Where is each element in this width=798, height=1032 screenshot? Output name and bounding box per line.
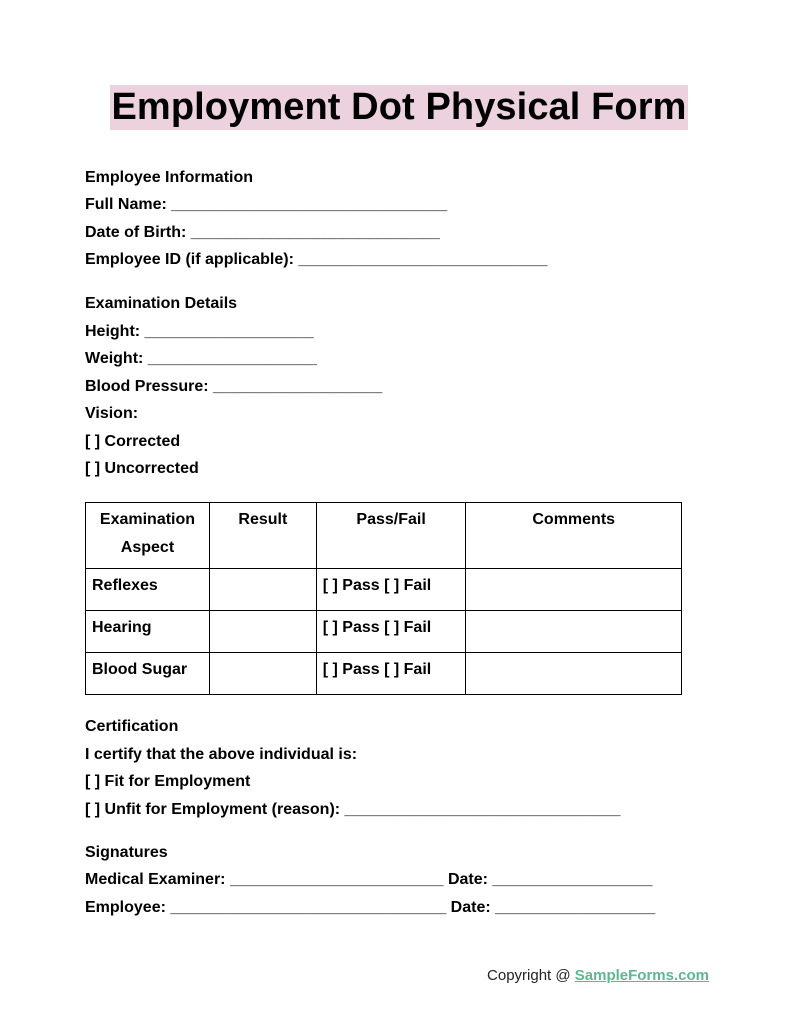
table-row	[86, 611, 682, 653]
employee-info-heading: Employee Information	[85, 169, 254, 186]
full-name-field[interactable]: Full Name: _______________________________	[85, 196, 448, 213]
row-aspect: Hearing	[86, 611, 210, 653]
vision-uncorrected-checkbox[interactable]: [ ] Uncorrected	[85, 460, 199, 477]
unfit-checkbox[interactable]: [ ] Unfit for Employment (reason): _______________________________	[85, 801, 621, 818]
copyright-footer	[487, 966, 709, 986]
header-result: Result	[209, 503, 316, 569]
vision-label: Vision:	[85, 405, 139, 422]
copyright-prefix: Copyright @	[487, 967, 575, 984]
page-title: Employment Dot Physical Form	[111, 86, 687, 128]
header-pass-fail: Pass/Fail	[316, 503, 466, 569]
header-comments: Comments	[466, 503, 682, 569]
table-row	[86, 569, 682, 611]
fit-checkbox[interactable]: [ ] Fit for Employment	[85, 773, 251, 790]
height-field[interactable]: Height: ___________________	[85, 323, 314, 340]
row-pass-fail[interactable]: [ ] Pass [ ] Fail	[316, 611, 466, 653]
row-result[interactable]	[209, 611, 316, 653]
row-pass-fail[interactable]: [ ] Pass [ ] Fail	[316, 653, 466, 695]
employee-signature-field[interactable]: Employee: _______________________________ Date: __________________	[85, 899, 656, 916]
row-comments[interactable]	[466, 569, 682, 611]
certification-statement: I certify that the above individual is:	[85, 746, 358, 763]
certification-heading: Certification	[85, 718, 179, 735]
row-pass-fail[interactable]: [ ] Pass [ ] Fail	[316, 569, 466, 611]
row-comments[interactable]	[466, 611, 682, 653]
vision-corrected-checkbox[interactable]: [ ] Corrected	[85, 433, 181, 450]
blood-pressure-field[interactable]: Blood Pressure: ___________________	[85, 378, 383, 395]
examiner-signature-field[interactable]: Medical Examiner: ________________________ Date: __________________	[85, 871, 653, 888]
header-exam-aspect: Examination Aspect	[86, 503, 210, 569]
row-aspect: Blood Sugar	[86, 653, 210, 695]
employee-id-field[interactable]: Employee ID (if applicable): ____________________________	[85, 251, 548, 268]
row-aspect: Reflexes	[86, 569, 210, 611]
dob-field[interactable]: Date of Birth: ____________________________	[85, 224, 440, 241]
weight-field[interactable]: Weight: ___________________	[85, 350, 317, 367]
row-result[interactable]	[209, 569, 316, 611]
brand-link[interactable]: SampleForms.com	[574, 967, 709, 984]
title-wrapper	[0, 85, 798, 130]
table-header-row	[86, 503, 682, 569]
row-result[interactable]	[209, 653, 316, 695]
row-comments[interactable]	[466, 653, 682, 695]
signatures-heading: Signatures	[85, 844, 168, 861]
exam-table	[85, 502, 682, 695]
table-row	[86, 653, 682, 695]
exam-details-heading: Examination Details	[85, 295, 238, 312]
